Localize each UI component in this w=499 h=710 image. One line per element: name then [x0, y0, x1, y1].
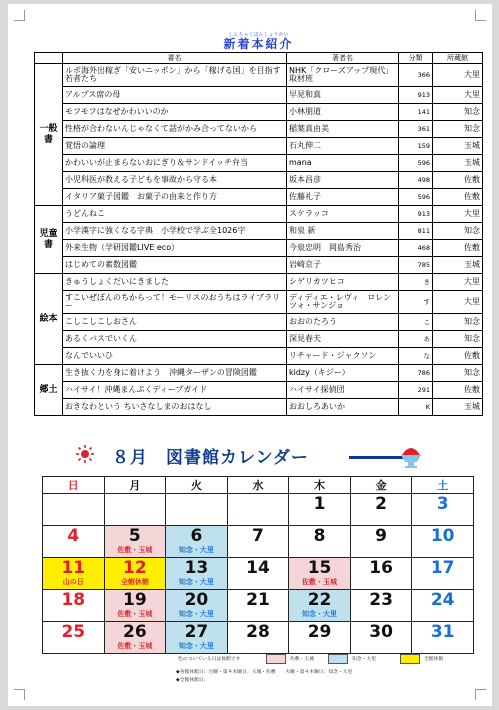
- table-row: [35, 331, 483, 348]
- author-cell: おおしろあいか: [287, 399, 399, 416]
- table-row: [35, 257, 483, 274]
- day-number: 22: [307, 590, 332, 610]
- class-number-cell: 596: [399, 155, 433, 172]
- book-title-cell: 小児科医が教える子どもを事故から守る本: [63, 172, 287, 189]
- calendar-day: [43, 494, 105, 526]
- book-title-cell: 小学漢字に強くなる字典 小学校で学ぶ全1026字: [63, 223, 287, 240]
- day-number: 12: [123, 558, 147, 578]
- library-cell: 知念: [433, 104, 483, 121]
- author-cell: リチャード・ジャクソン: [287, 348, 399, 365]
- calendar-day: [289, 526, 351, 558]
- calendar-day: [289, 558, 351, 590]
- class-number-cell: 366: [399, 64, 433, 87]
- day-number: 13: [184, 558, 209, 578]
- author-cell: 小林朋道: [287, 104, 399, 121]
- calendar-legend: [178, 654, 478, 694]
- library-cell: 佐敷: [433, 348, 483, 365]
- legend-blue-swatch: [328, 654, 348, 664]
- book-title-cell: アルプス席の母: [63, 87, 287, 104]
- day-number: 17: [430, 558, 455, 578]
- weekday-label: 金: [350, 477, 412, 494]
- day-number: 1: [313, 494, 326, 514]
- weekday-label: 木: [289, 477, 351, 494]
- document-page: [8, 4, 492, 706]
- header-blank: [35, 53, 63, 64]
- closure-label: 知念・大里: [178, 610, 214, 618]
- calendar-title: ８月 図書館カレンダー: [112, 448, 309, 468]
- calendar-day: [227, 526, 289, 558]
- author-cell: 佐藤礼子: [287, 189, 399, 206]
- category-label: 児童書: [35, 206, 63, 274]
- calendar-header: [68, 441, 448, 471]
- library-cell: 佐敷: [433, 382, 483, 399]
- day-number: 15: [307, 558, 332, 578]
- closure-label: 佐敷・玉城: [117, 642, 153, 650]
- calendar-day: [350, 622, 412, 654]
- day-number: 27: [184, 622, 209, 642]
- day-number: 3: [436, 494, 449, 514]
- calendar-day: [289, 494, 351, 526]
- book-title-cell: 外来生物（学研図鑑LIVE eco）: [63, 240, 287, 257]
- calendar-day: [350, 494, 412, 526]
- day-number: 23: [369, 590, 393, 610]
- calendar-day: [43, 622, 105, 654]
- calendar-day: [412, 622, 474, 654]
- calendar-day: [350, 590, 412, 622]
- library-cell: 佐敷: [433, 189, 483, 206]
- author-cell: スケラッコ: [287, 206, 399, 223]
- crop-mark: [14, 10, 25, 21]
- library-cell: 大里: [433, 206, 483, 223]
- day-number: 31: [430, 622, 455, 642]
- sun-icon: [76, 445, 94, 463]
- class-number-cell: 913: [399, 87, 433, 104]
- calendar-day: [227, 622, 289, 654]
- library-cell: 大里: [433, 87, 483, 104]
- book-title-cell: おきなわという ちいさなしまのおはなし: [63, 399, 287, 416]
- book-title-cell: モフモフはなぜかわいいのか: [63, 104, 287, 121]
- weekday-label: 土: [412, 477, 474, 494]
- table-row: [35, 172, 483, 189]
- book-title-cell: あるくバスでいくん: [63, 331, 287, 348]
- closure-label: 佐敷・玉城: [302, 578, 338, 586]
- book-title-cell: イタリア菓子図鑑 お菓子の由来と作り方: [63, 189, 287, 206]
- legend-yellow-label: 全館休館: [424, 657, 444, 662]
- library-cell: 玉城: [433, 155, 483, 172]
- book-title-cell: うどんねこ: [63, 206, 287, 223]
- author-cell: 坂本昌彦: [287, 172, 399, 189]
- library-cell: 玉城: [433, 399, 483, 416]
- closure-label: 全館休館: [120, 578, 149, 586]
- calendar-day: [289, 590, 351, 622]
- library-cell: 大里: [433, 291, 483, 314]
- day-number: 2: [375, 494, 388, 514]
- book-title-cell: はじめての素数図鑑: [63, 257, 287, 274]
- class-number-cell: 468: [399, 240, 433, 257]
- table-row: [35, 189, 483, 206]
- day-number: 10: [430, 526, 455, 546]
- library-cell: 知念: [433, 223, 483, 240]
- table-row: [35, 121, 483, 138]
- shaved-ice-icon: [398, 441, 424, 469]
- author-cell: 稲葉真由美: [287, 121, 399, 138]
- calendar-day: [227, 494, 289, 526]
- author-cell: ハイサイ探偵団: [287, 382, 399, 399]
- legend-note-all-closed: ◆全館休館日：: [176, 678, 209, 683]
- calendar-day: [412, 558, 474, 590]
- table-row: [35, 274, 483, 291]
- class-number-cell: な: [399, 348, 433, 365]
- table-header-row: [35, 53, 483, 64]
- table-row: [35, 206, 483, 223]
- calendar-day: [227, 590, 289, 622]
- table-row: [35, 382, 483, 399]
- legend-note-closed-days: ◆各館休館日：月曜・第４木曜日：玉城・佐敷 火曜・第４木曜日：知念・大里: [176, 670, 353, 675]
- calendar-day: [412, 590, 474, 622]
- class-number-cell: 913: [399, 206, 433, 223]
- category-label: 絵本: [35, 274, 63, 365]
- author-cell: 岩崎京子: [287, 257, 399, 274]
- calendar-day: [166, 526, 228, 558]
- class-number-cell: 159: [399, 138, 433, 155]
- day-number: 20: [184, 590, 209, 610]
- calendar-day: [104, 590, 166, 622]
- day-number: 24: [430, 590, 455, 610]
- table-row: [35, 348, 483, 365]
- class-number-cell: 361: [399, 121, 433, 138]
- day-number: 28: [246, 622, 270, 642]
- calendar-day: [43, 526, 105, 558]
- library-cell: 佐敷: [433, 172, 483, 189]
- page-title: 新着本紹介: [223, 37, 294, 51]
- calendar-day: [350, 526, 412, 558]
- class-number-cell: す: [399, 291, 433, 314]
- author-cell: 深見春夫: [287, 331, 399, 348]
- book-title-cell: ルポ海外出稼ぎ「安いニッポン」から「稼げる国」を目指す若者たち: [63, 64, 287, 87]
- calendar-week: [43, 558, 474, 590]
- calendar-day: [104, 526, 166, 558]
- book-title-cell: なんでいいひ: [63, 348, 287, 365]
- day-number: 9: [375, 526, 388, 546]
- calendar-day: [43, 558, 105, 590]
- book-title-cell: すこいぜぼんのちからって！モーリスのおうちはライブラリー: [63, 291, 287, 314]
- category-label: 郷土: [35, 365, 63, 416]
- table-row: [35, 138, 483, 155]
- table-row: [35, 240, 483, 257]
- calendar-day: [104, 558, 166, 590]
- closure-label: 知念・大里: [178, 642, 214, 650]
- book-title-cell: 覚悟の論理: [63, 138, 287, 155]
- class-number-cell: 291: [399, 382, 433, 399]
- calendar-week: [43, 622, 474, 654]
- table-row: [35, 155, 483, 172]
- author-cell: NHK「クローズアップ現代」取材班: [287, 64, 399, 87]
- calendar-week: [43, 526, 474, 558]
- calendar-day: [412, 494, 474, 526]
- table-row: [35, 291, 483, 314]
- day-number: 21: [246, 590, 270, 610]
- book-title-cell: こしこしこしおさん: [63, 314, 287, 331]
- day-number: 25: [61, 622, 86, 642]
- day-number: 14: [246, 558, 270, 578]
- day-number: 29: [307, 622, 332, 642]
- book-title-cell: きゅうしょくだいにきました: [63, 274, 287, 291]
- closure-label: 山の日: [62, 578, 84, 586]
- library-cell: 玉城: [433, 257, 483, 274]
- author-cell: ディディエ・レヴィ ロレンツォ・サンジョ: [287, 291, 399, 314]
- weekday-label: 月: [104, 477, 166, 494]
- calendar-day: [166, 622, 228, 654]
- legend-pink-label: 佐敷・玉城: [290, 657, 314, 662]
- weekday-label: 火: [166, 477, 228, 494]
- day-number: 19: [123, 590, 147, 610]
- table-row: [35, 399, 483, 416]
- calendar-week: [43, 494, 474, 526]
- day-number: 5: [128, 526, 141, 546]
- table-title: [35, 30, 483, 53]
- author-cell: 石丸伸二: [287, 138, 399, 155]
- legend-intro: 色のついている日は休館です: [178, 657, 241, 662]
- day-number: 26: [123, 622, 147, 642]
- library-cell: 佐敷: [433, 240, 483, 257]
- calendar-day: [166, 558, 228, 590]
- category-label: 一般書: [35, 64, 63, 206]
- crop-mark: [14, 689, 25, 700]
- library-cell: 大里: [433, 274, 483, 291]
- new-books-table: [34, 30, 483, 416]
- day-number: 30: [369, 622, 393, 642]
- class-number-cell: 785: [399, 257, 433, 274]
- author-cell: 和泉 新: [287, 223, 399, 240]
- day-number: 4: [67, 526, 80, 546]
- day-number: 7: [252, 526, 264, 546]
- library-cell: 知念: [433, 314, 483, 331]
- calendar-day: [166, 494, 228, 526]
- header-owner: 所蔵館: [433, 53, 483, 64]
- weekday-label: 水: [227, 477, 289, 494]
- class-number-cell: こ: [399, 314, 433, 331]
- header-class: 分類: [399, 53, 433, 64]
- header-author: 著者名: [287, 53, 399, 64]
- table-row: [35, 314, 483, 331]
- weekday-header-row: [43, 477, 474, 494]
- class-number-cell: 141: [399, 104, 433, 121]
- table-row: [35, 87, 483, 104]
- table-row: [35, 64, 483, 87]
- calendar-day: [104, 494, 166, 526]
- closure-label: 知念・大里: [178, 546, 214, 554]
- day-number: 18: [61, 590, 86, 610]
- author-cell: おおのたろう: [287, 314, 399, 331]
- calendar-day: [350, 558, 412, 590]
- day-number: 11: [61, 558, 86, 578]
- day-number: 6: [190, 526, 203, 546]
- table-row: [35, 104, 483, 121]
- class-number-cell: K: [399, 399, 433, 416]
- day-number: 16: [369, 558, 393, 578]
- class-number-cell: き: [399, 274, 433, 291]
- table-row: [35, 365, 483, 382]
- author-cell: 早見和真: [287, 87, 399, 104]
- book-title-cell: 性格が合わないんじゃなくて話がかみ合ってないから: [63, 121, 287, 138]
- calendar-day: [227, 558, 289, 590]
- author-cell: kidzy（キジー）: [287, 365, 399, 382]
- library-cell: 玉城: [433, 138, 483, 155]
- author-cell: mana: [287, 155, 399, 172]
- book-title-cell: ハイサイ！沖縄まんぷくディープガイド: [63, 382, 287, 399]
- calendar-day: [412, 526, 474, 558]
- class-number-cell: あ: [399, 331, 433, 348]
- table-row: [35, 223, 483, 240]
- weekday-label: 日: [43, 477, 105, 494]
- calendar-day: [43, 590, 105, 622]
- library-cell: 大里: [433, 64, 483, 87]
- calendar-day: [104, 622, 166, 654]
- author-cell: シゲリカツヒコ: [287, 274, 399, 291]
- legend-yellow-swatch: [400, 654, 420, 664]
- library-cell: 知念: [433, 365, 483, 382]
- calendar-grid: [42, 476, 474, 654]
- book-title-cell: 生き抜く力を身に着けよう 沖縄ターザンの冒険図鑑: [63, 365, 287, 382]
- book-title-cell: かわいいが止まらないおにぎり＆サンドイッチ弁当: [63, 155, 287, 172]
- class-number-cell: 498: [399, 172, 433, 189]
- library-cell: 知念: [433, 121, 483, 138]
- closure-label: 佐敷・玉城: [117, 610, 153, 618]
- title-ruby: しんちゃくぼんしょうかい: [228, 32, 289, 38]
- legend-blue-label: 知念・大里: [352, 657, 376, 662]
- library-cell: 知念: [433, 331, 483, 348]
- calendar-day: [289, 622, 351, 654]
- class-number-cell: 786: [399, 365, 433, 382]
- calendar-day: [166, 590, 228, 622]
- class-number-cell: 596: [399, 189, 433, 206]
- day-number: 8: [313, 526, 326, 546]
- closure-label: 佐敷・玉城: [117, 546, 153, 554]
- crop-mark: [475, 10, 486, 21]
- closure-label: 知念・大里: [302, 610, 338, 618]
- closure-label: 知念・大里: [178, 578, 214, 586]
- author-cell: 今泉忠明 岡島秀治: [287, 240, 399, 257]
- class-number-cell: 811: [399, 223, 433, 240]
- legend-pink-swatch: [266, 654, 286, 664]
- header-title: 書名: [63, 53, 287, 64]
- calendar-week: [43, 590, 474, 622]
